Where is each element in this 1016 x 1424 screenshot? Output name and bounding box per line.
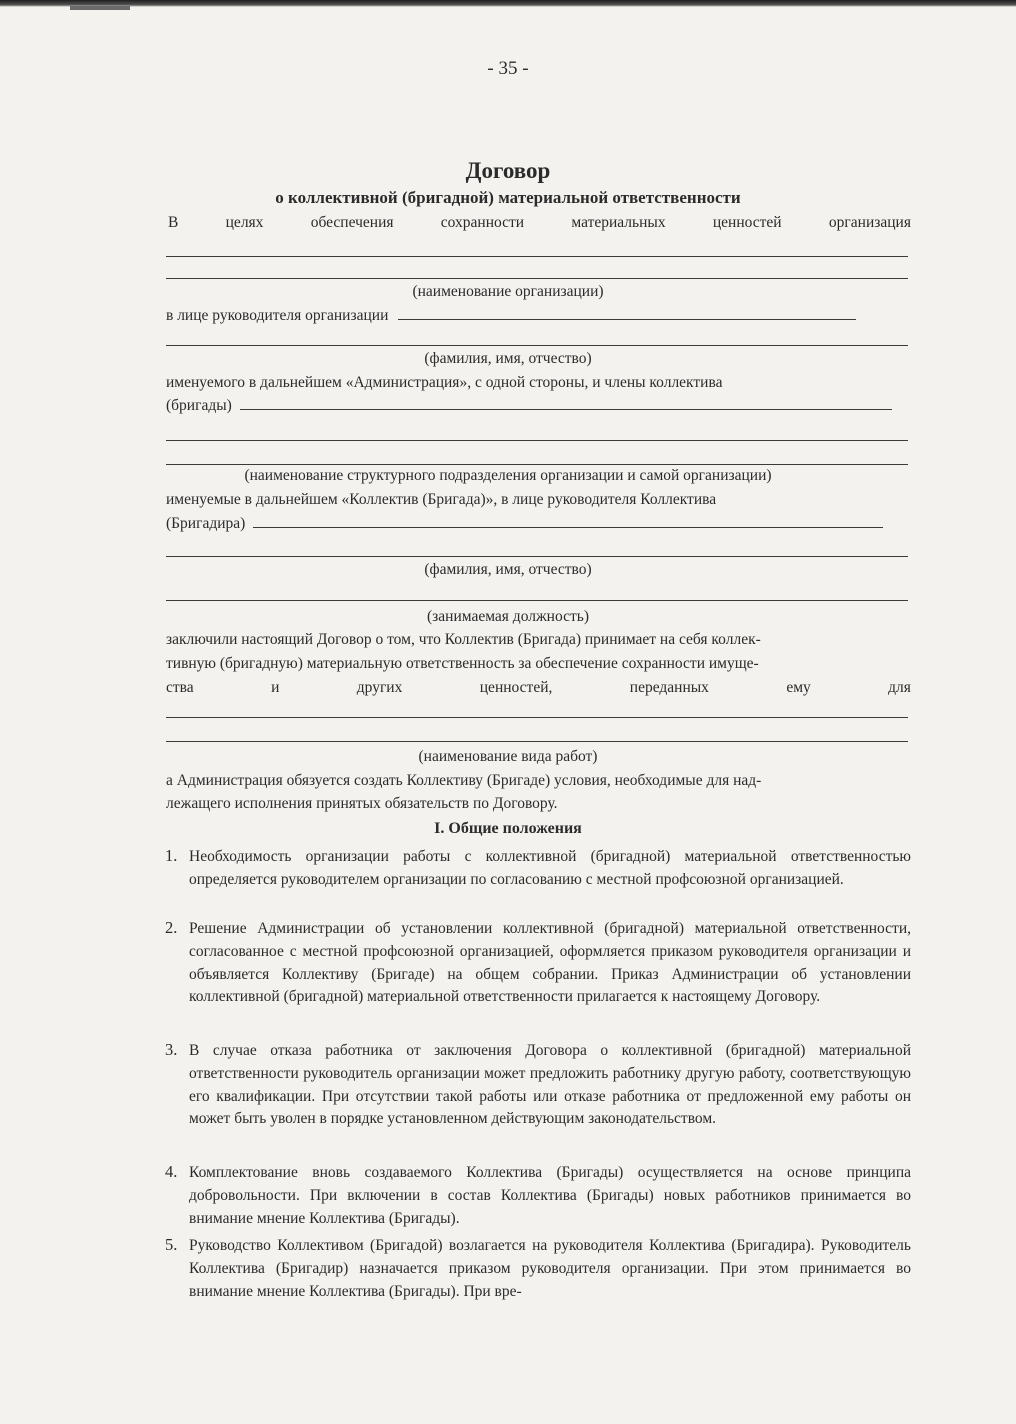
document-title: Договор [465, 158, 551, 183]
word: сохранности [440, 214, 525, 231]
brigadier-line [166, 515, 911, 533]
caption-work: (наименование вида работ) [418, 748, 598, 765]
blank-line [166, 600, 908, 601]
word: организация [828, 214, 911, 231]
word: переданных [629, 679, 709, 696]
word: материальных [571, 214, 666, 231]
list-item [165, 918, 911, 1009]
concluded-line: заключили настоящий Договор о том, что Коллектив (Бригада) принимает на себя коллек- [166, 631, 761, 648]
word: ему [786, 679, 811, 696]
brigadier-label: (Бригадира) [166, 515, 246, 532]
list-item [165, 1235, 911, 1303]
manager-prefix: в лице руководителя организации [166, 307, 389, 324]
brigade-label: (бригады) [166, 397, 232, 414]
caption-position: (занимаемая должность) [427, 608, 589, 625]
item-text: Необходимость организации работы с коллективной (бригадной) материальной ответственностью определяется руководителем организации по согласованию с местной профсоюзной организацией. [189, 848, 911, 888]
word: обеспечения [310, 214, 394, 231]
section-heading: I. Общие положения [434, 820, 582, 837]
word: целях [225, 214, 264, 231]
word: для [888, 679, 911, 696]
concluded-line-justified [166, 679, 911, 697]
item-number: 1. [165, 846, 178, 865]
blank-field [240, 397, 892, 410]
blank-line [166, 717, 908, 718]
word: и [271, 679, 280, 696]
admin-obliged-line: а Администрация обязуется создать Коллективу (Бригаде) условия, необходимые для над- [166, 772, 762, 789]
blank-field [398, 307, 856, 320]
blank-line [166, 741, 908, 742]
brigade-line [166, 397, 911, 415]
word: ценностей, [479, 679, 553, 696]
blank-line [166, 256, 908, 257]
scan-artifact [70, 6, 130, 10]
page-number: - 35 - [487, 58, 529, 79]
caption-fio: (фамилия, имя, отчество) [424, 350, 592, 367]
document-subtitle: о коллективной (бригадной) материальной ответственности [275, 188, 741, 207]
item-number: 4. [165, 1162, 178, 1181]
named-collective-line: именуемые в дальнейшем «Коллектив (Бригада)», в лице руководителя Коллектива [166, 491, 717, 508]
list-item [165, 1040, 911, 1131]
item-text: Решение Администрации об установлении коллективной (бригадной) материальной ответственности, согласованное с местной профсоюзной организацией, оформляется приказом руководителя организации и объявляется Коллективу (Бригаде) на общем собрании. Приказ Администрации об установлении коллективной (бригадной) материальной ответственности прилагается к настоящему Договору. [189, 920, 911, 1006]
blank-line [166, 440, 908, 441]
blank-line [166, 345, 908, 346]
named-admin-line: именуемого в дальнейшем «Администрация», с одной стороны, и члены коллектива [166, 374, 723, 391]
intro-line [168, 214, 911, 232]
word: ценностей [712, 214, 782, 231]
word: ства [166, 679, 194, 696]
word: других [356, 679, 403, 696]
blank-line [166, 556, 908, 557]
scan-top-edge [0, 0, 1016, 7]
blank-line [166, 464, 908, 465]
item-text: Комплектование вновь создаваемого Коллектива (Бригады) осуществляется на основе принципа добровольности. При включении в состав Коллектива (Бригады) новых работников принимается во внимание мнение Коллектива (Бригады). [189, 1164, 911, 1227]
word: В [168, 214, 179, 231]
item-number: 3. [165, 1040, 178, 1059]
blank-field [253, 515, 883, 528]
caption-unit: (наименование структурного подразделения организации и самой организации) [244, 467, 772, 484]
item-text: В случае отказа работника от заключения Договора о коллективной (бригадной) материальной ответственности руководитель организации может предложить работнику другую работу, соответствующую его квалификации. При отсутствии такой работы или отказе работника от предложенной ему работы он может быть уволен в порядке установленном действующим законодательством. [189, 1042, 911, 1128]
list-item [165, 1162, 911, 1230]
list-item [165, 846, 911, 892]
caption-organization: (наименование организации) [412, 283, 604, 300]
admin-obliged-line: лежащего исполнения принятых обязательств по Договору. [166, 795, 558, 812]
blank-line [166, 278, 908, 279]
manager-line [166, 307, 911, 325]
caption-fio: (фамилия, имя, отчество) [424, 561, 592, 578]
concluded-line: тивную (бригадную) материальную ответственность за обеспечение сохранности имуще- [166, 655, 759, 672]
item-number: 2. [165, 918, 178, 937]
item-number: 5. [165, 1235, 178, 1254]
item-text: Руководство Коллективом (Бригадой) возлагается на руководителя Коллектива (Бригадира). Руководитель Коллектива (Бригадир) назначается приказом руководителя организации. При этом принимается во внимание мнение Коллектива (Бригады). При вре- [189, 1237, 911, 1300]
